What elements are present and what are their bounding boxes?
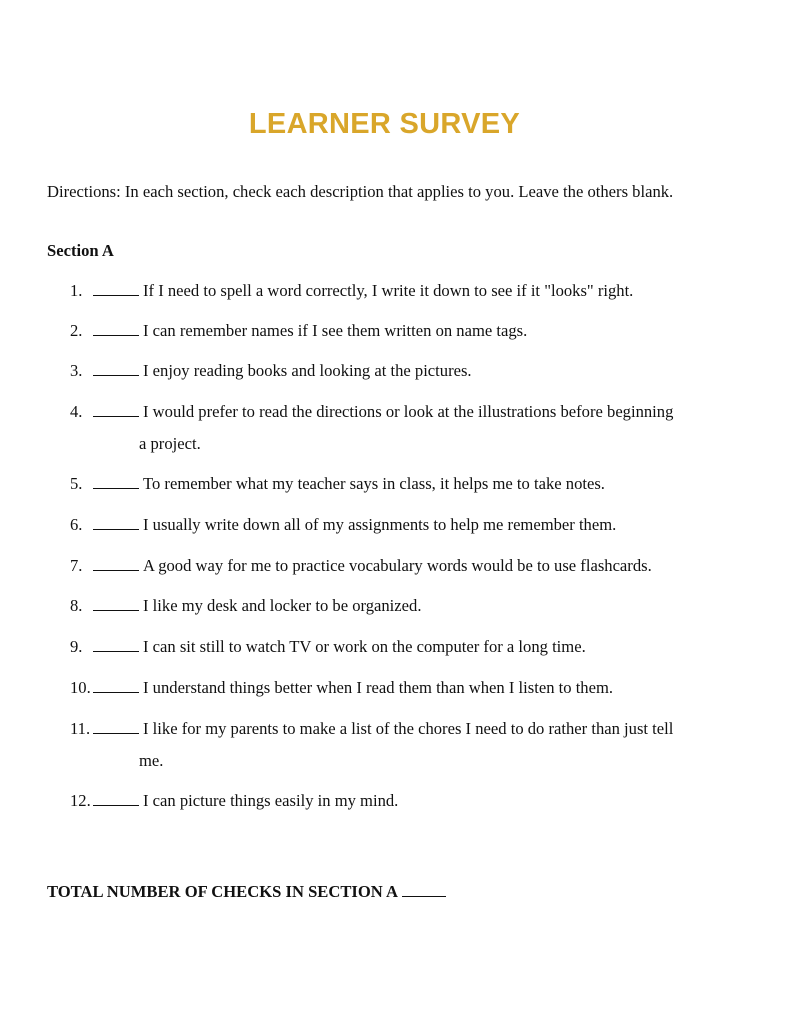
directions-text: Directions: In each section, check each description that applies to you. Leave the others blank. [47, 182, 674, 201]
item-text: I enjoy reading books and looking at the pictures. [143, 361, 472, 380]
item-text: If I need to spell a word correctly, I write it down to see if it "looks" right. [143, 281, 634, 300]
item-number: 6. [70, 515, 83, 534]
survey-item [70, 355, 740, 387]
section-heading: Section A [47, 241, 114, 260]
survey-item [70, 315, 740, 347]
survey-item [70, 785, 740, 817]
item-text: A good way for me to practice vocabulary words would be to use flashcards. [143, 556, 652, 575]
item-number: 2. [70, 321, 83, 340]
item-number: 12. [70, 791, 91, 810]
answer-blank[interactable] [93, 512, 139, 530]
item-number: 4. [70, 402, 83, 421]
item-text: I understand things better when I read them than when I listen to them. [143, 678, 614, 697]
item-text: I like for my parents to make a list of the chores I need to do rather than just tell [143, 719, 674, 738]
answer-blank[interactable] [93, 399, 139, 417]
item-number: 5. [70, 474, 83, 493]
item-number: 9. [70, 637, 83, 656]
answer-blank[interactable] [93, 471, 139, 489]
answer-blank[interactable] [93, 634, 139, 652]
item-number: 1. [70, 281, 83, 300]
item-text-continued: a project. [139, 434, 201, 453]
total-blank[interactable] [402, 879, 446, 897]
total-checks [47, 879, 446, 902]
survey-item [70, 713, 740, 777]
answer-blank[interactable] [93, 788, 139, 806]
item-text: To remember what my teacher says in class, it helps me to take notes. [143, 474, 605, 493]
item-text: I usually write down all of my assignments to help me remember them. [143, 515, 617, 534]
answer-blank[interactable] [93, 318, 139, 336]
answer-blank[interactable] [93, 358, 139, 376]
answer-blank[interactable] [93, 593, 139, 611]
survey-item [70, 468, 740, 500]
item-number: 7. [70, 556, 83, 575]
answer-blank[interactable] [93, 553, 139, 571]
item-text: I like my desk and locker to be organized. [143, 596, 422, 615]
item-text: I would prefer to read the directions or look at the illustrations before beginning [143, 402, 674, 421]
item-number: 11. [70, 719, 91, 738]
survey-item [70, 275, 740, 307]
survey-item [70, 509, 740, 541]
page-title: LEARNER SURVEY [248, 108, 521, 140]
answer-blank[interactable] [93, 716, 139, 734]
survey-item [70, 396, 740, 460]
answer-blank[interactable] [93, 675, 139, 693]
item-text: I can remember names if I see them written on name tags. [143, 321, 528, 340]
item-number: 10. [70, 678, 91, 697]
item-text: I can sit still to watch TV or work on the computer for a long time. [143, 637, 586, 656]
survey-item [70, 550, 740, 582]
item-text: I can picture things easily in my mind. [143, 791, 399, 810]
answer-blank[interactable] [93, 278, 139, 296]
total-label: TOTAL NUMBER OF CHECKS IN SECTION A [47, 882, 398, 901]
item-number: 3. [70, 361, 83, 380]
survey-item [70, 590, 740, 622]
item-number: 8. [70, 596, 83, 615]
item-text-continued: me. [139, 751, 164, 770]
survey-item [70, 672, 740, 704]
survey-item [70, 631, 740, 663]
